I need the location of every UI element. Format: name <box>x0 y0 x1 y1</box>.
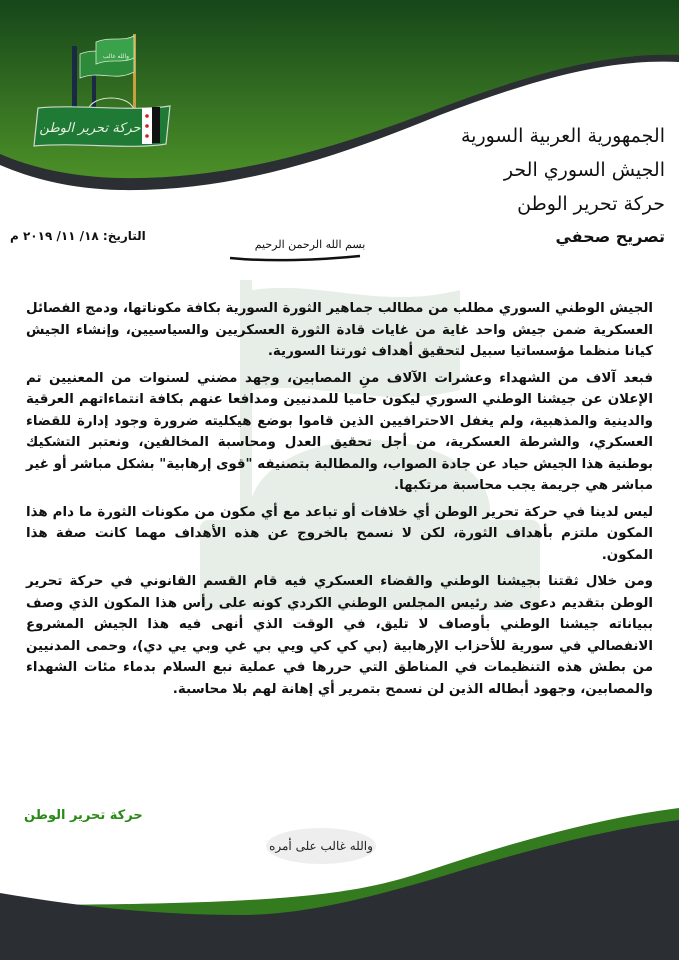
body-paragraph: ومن خلال ثقتنا بجيشنا الوطني والقضاء العسكري فيه قام القسم القانوني في حركة تحرير الوطن بتقديم دعوى ضد رئيس المجلس الوطني الكردي كونه على رأس هذا المكون الذي وصف ببياناته جيشنا الوطني بأوصاف لا تليق، في الوقت الذي أنهى فيه هذا الجيش المشروع الانفصالي في سورية للأحزاب الإرهابية (بي كي كي ويي بي غي وبي يي دي)، وحمى المدنيين من بطش هذه التنظيمات في المناطق التي حررها في عملية نبع السلام بدماء مئات الشهداء والمصابين، وجهود أبطاله الذين لن نسمح بتمرير أي إهانة لهم بلا محاسبة. <box>26 574 653 697</box>
basmala-calligraphy <box>210 228 390 264</box>
motto-calligraphy <box>262 820 380 868</box>
motto-text: والله غالب على أمره <box>269 839 373 853</box>
body-paragraph: ليس لدينا في حركة تحرير الوطن أي خلافات أو تباعد مع أي مكون من مكونات الثورة ما دام هذا المكون ملتزم بأهداف الثورة، لكن لا نسمح بالخروج عن هذه الأهداف مهما كانت صفة هذا المكون. <box>26 504 653 563</box>
basmala-text: بسم الله الرحمن الرحيم <box>254 238 366 251</box>
body-paragraph: فبعد آلاف من الشهداء وعشرات الآلاف منِ المصابين، وجهد مضني لسنوات من المعنيين تم الإعلان عن جيشنا الوطني السوري ليكون حاميا للمدنيين ومدافعا عنهم بكافة انتماءاتهم العرقية والدينية والمذهبية، ولم يغفل الاحترافيين الذين قاموا بوضع هيكليته ضرورة وجود إدارة للقضاء العسكري، والشرطة العسكرية، من أجل تحقيق العدل ومحاسبة المخالفين، ونعتبر التشكيك بوطنية هذا الجيش حياد عن جادة الصواب، والمطالبة بتصنيفه "قوى إرهابية" بشكل مباشر أو غير مباشر هي جريمة يجب محاسبة مرتكبها. <box>26 370 653 493</box>
body-paragraph: الجيش الوطني السوري مطلب من مطالب جماهير الثورة السورية بكافة مكوناتها، ودمج الفصائل العسكرية ضمن جيش واحد غاية من غايات قادة الثورة العسكريين والسياسيين، وإنشاء الجيش كيانا منظما مؤسساتيا سبيل لتحقيق أهداف ثورتنا السورية. <box>26 301 653 359</box>
republic-title: الجمهورية العربية السورية <box>460 125 665 147</box>
date-label: التاريخ: ١٨/ ١١/ ٢٠١٩ م <box>10 229 146 243</box>
statement-title: تصريح صحفي <box>555 227 665 246</box>
logo-banner-text: حركة تحرير الوطن <box>39 121 141 136</box>
movement-title: حركة تحرير الوطن <box>517 193 665 215</box>
movement-logo <box>30 32 180 152</box>
statement-body <box>26 298 653 705</box>
signature: حركة تحرير الوطن <box>24 808 143 823</box>
logo-flag-text: والله غالب <box>102 53 130 60</box>
army-title: الجيش السوري الحر <box>503 159 665 181</box>
